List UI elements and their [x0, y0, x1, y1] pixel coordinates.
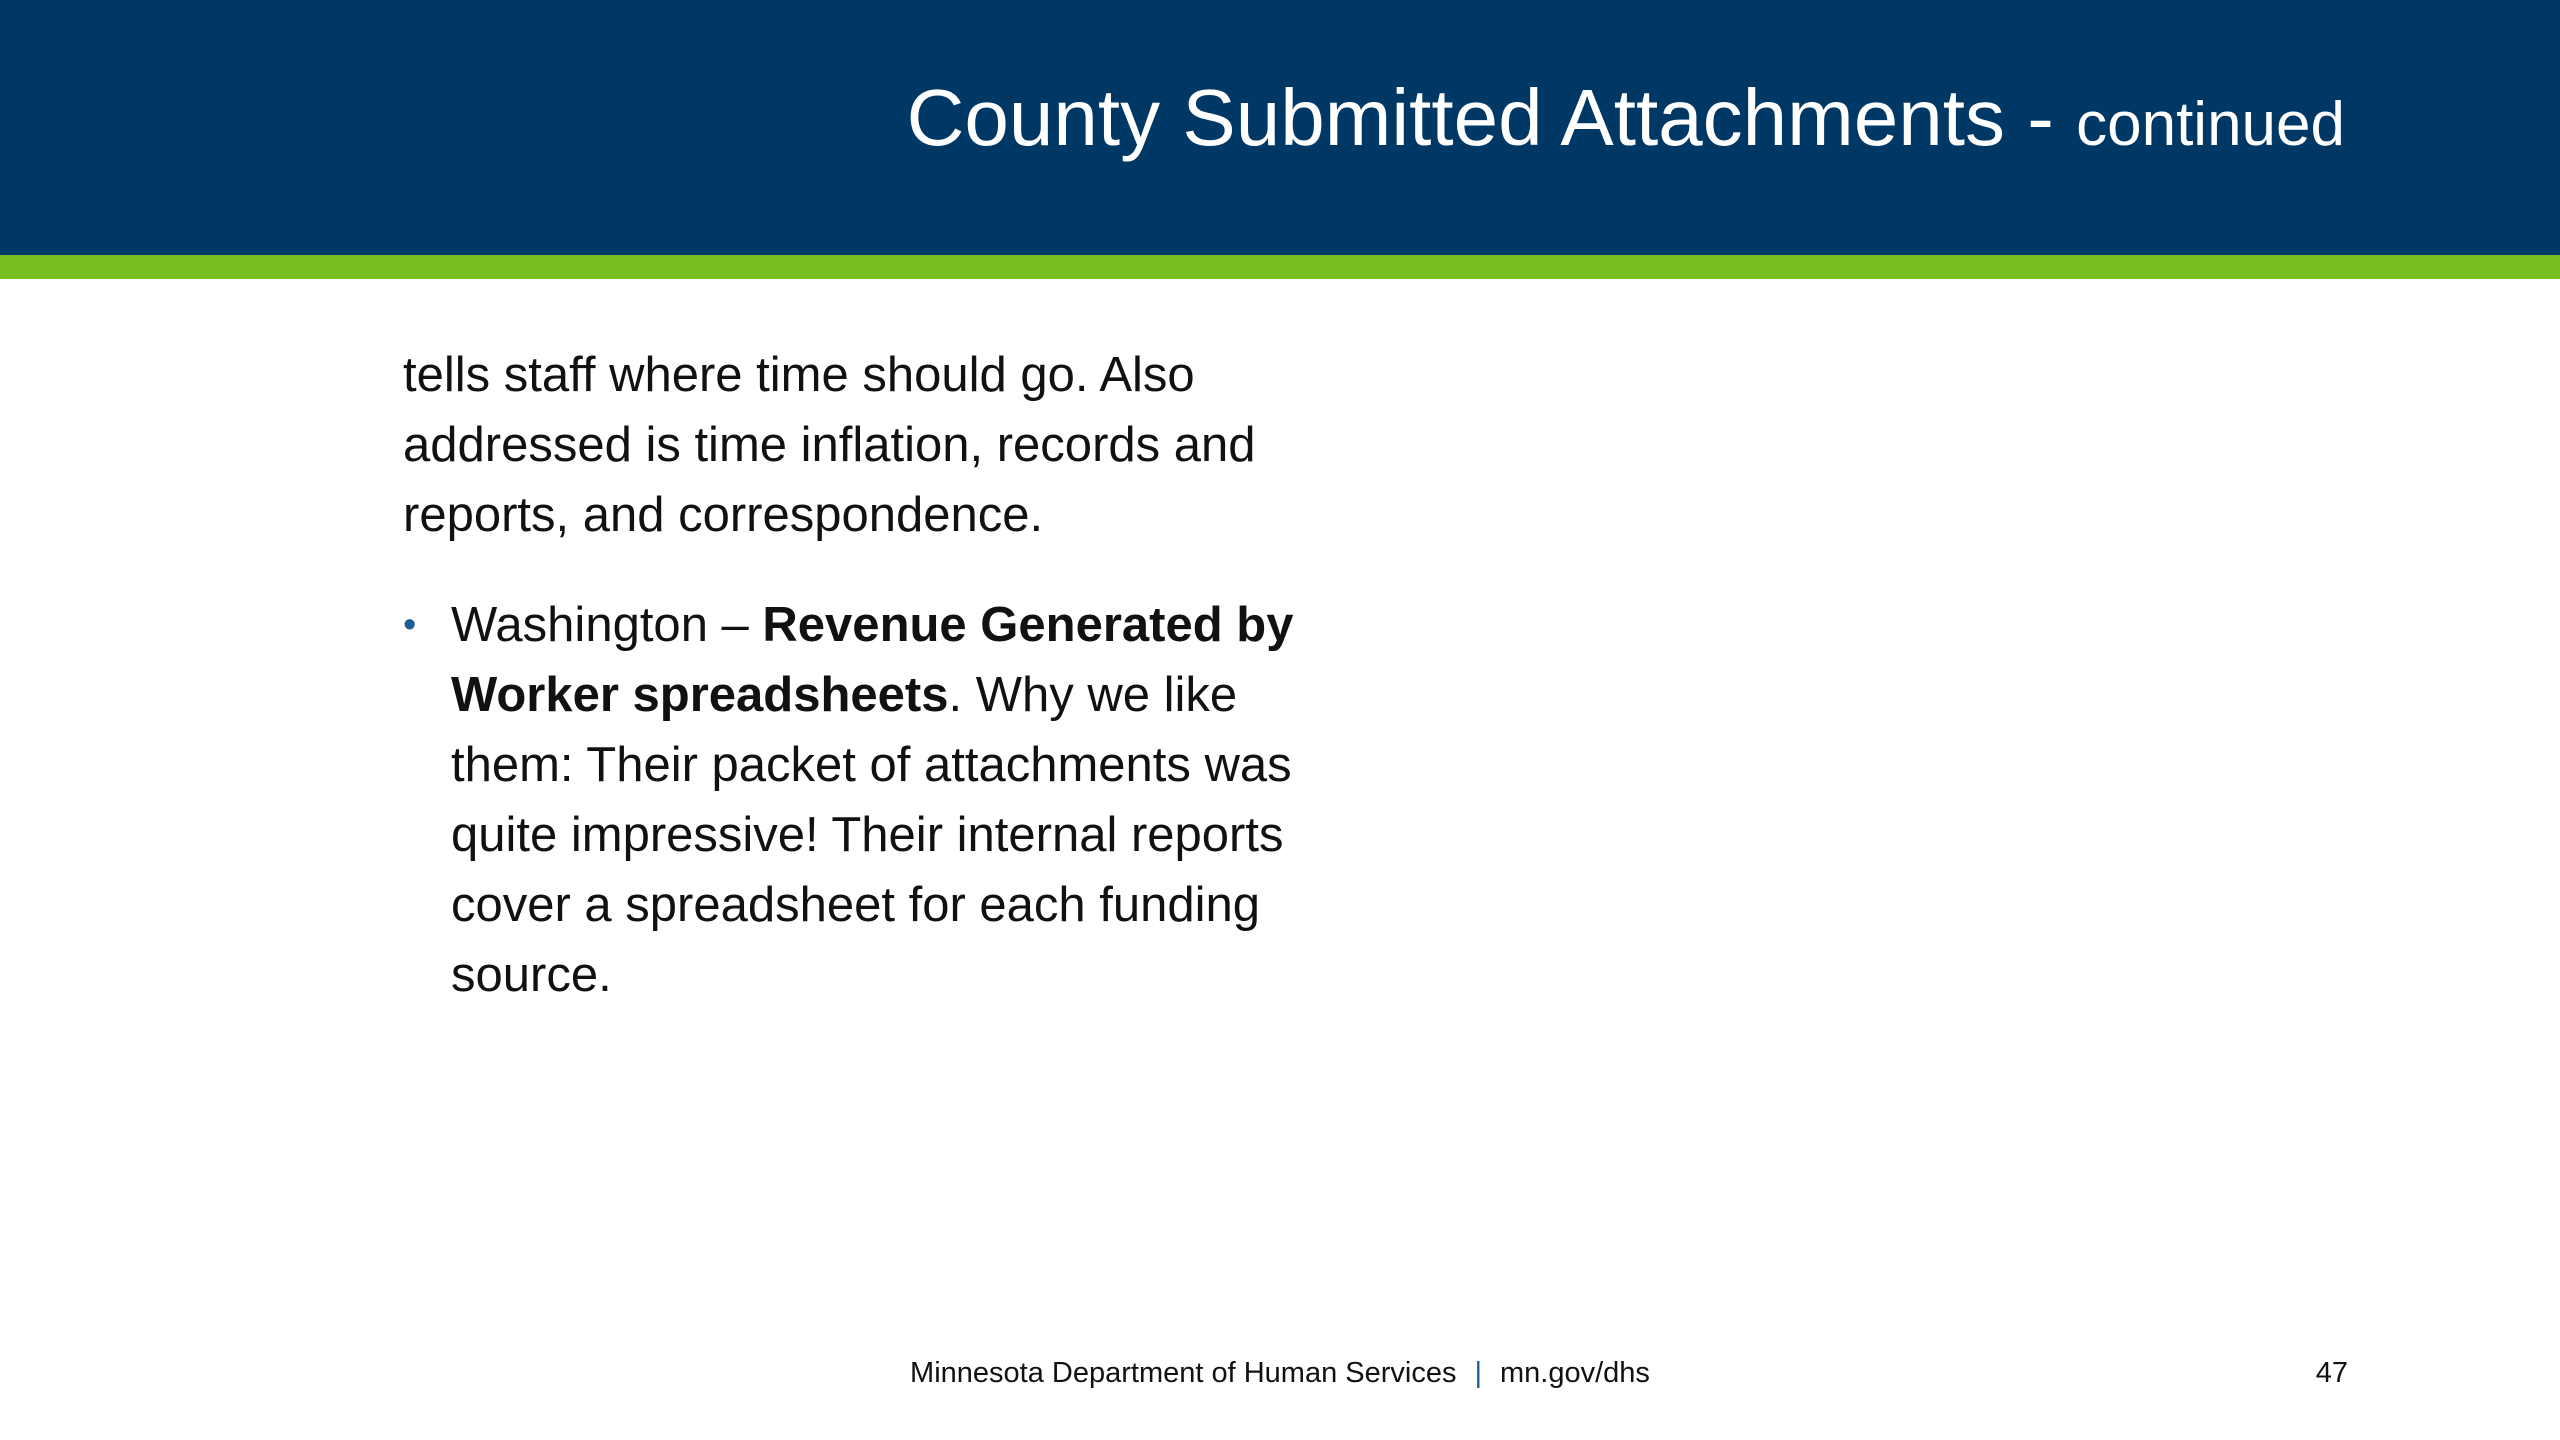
bullet-item-washington: [403, 590, 1303, 1010]
accent-bar: [0, 255, 2560, 279]
footer-separator: |: [1474, 1357, 1483, 1389]
slide-title-separator: -: [2005, 73, 2077, 162]
bullet-rest-text: . Why we like them: Their packet of attachments was quite impressive! Their internal reports cover a spreadsheet for each funding source.: [451, 668, 1292, 1002]
bullet-marker: •: [403, 604, 417, 646]
slide-title: [906, 73, 2345, 162]
bullet-bold-text: Revenue Generated by Worker spreadsheets: [451, 598, 1294, 722]
footer: [0, 1353, 2560, 1393]
slide-body: [403, 340, 1303, 1010]
slide-title-suffix: continued: [2076, 90, 2345, 159]
footer-url: mn.gov/dhs: [1500, 1357, 1650, 1389]
footer-org: Minnesota Department of Human Services: [910, 1357, 1457, 1389]
continuation-paragraph: tells staff where time should go. Also addressed is time inflation, records and reports, and correspondence.: [403, 348, 1256, 542]
page-number: 47: [2315, 1357, 2348, 1389]
slide-title-main: County Submitted Attachments: [906, 73, 2006, 162]
bullet-lead: Washington –: [451, 598, 763, 652]
